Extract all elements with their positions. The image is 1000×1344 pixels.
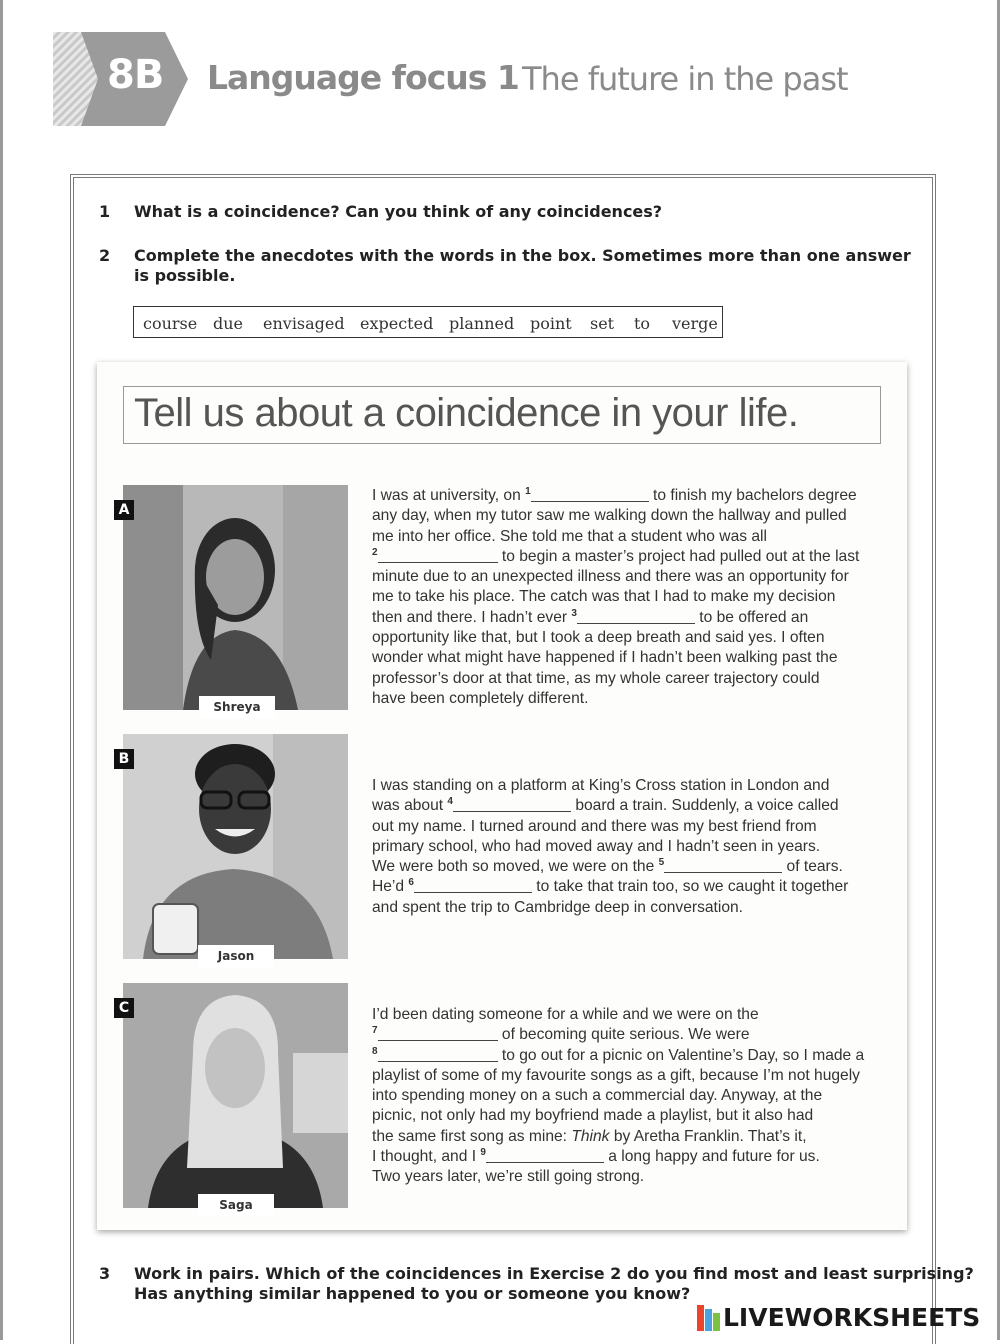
liveworksheets-logo-icon [697, 1305, 721, 1331]
task-number: 3 [99, 1264, 111, 1283]
photo-shreya [123, 485, 348, 710]
task-number: 2 [99, 246, 111, 265]
name-tag-shreya: Shreya [199, 696, 275, 718]
task-instruction-line-1: Complete the anecdotes with the words in the box. Sometimes more than one answer [134, 246, 911, 265]
lesson-title: Language focus 1 [207, 58, 519, 97]
answer-blank-3[interactable] [577, 609, 695, 624]
word-option: course [143, 314, 198, 333]
answer-blank-4[interactable] [453, 797, 571, 812]
task-instruction-line-2: is possible. [134, 266, 236, 285]
word-option: expected [360, 314, 434, 333]
article-headline: Tell us about a coincidence in your life. [134, 391, 799, 435]
lesson-subtitle: The future in the past [522, 60, 848, 98]
name-tag-jason: Jason [198, 945, 274, 967]
answer-blank-2[interactable] [378, 548, 498, 563]
task-2 [99, 246, 911, 286]
word-option: set [590, 314, 615, 333]
word-option: verge [672, 314, 718, 333]
word-box [133, 306, 723, 338]
word-option: envisaged [263, 314, 345, 333]
story-c-text: I’d been dating someone for a while and we were on the $^7$ of becoming quite serious. We were $^8$ to go out for a picnic on Valentine’s Day, so I made a playlist of some of my favourite songs as a gift, because I’m not hugely into spending money on a such a commercial day. Anyway, at the picnic, not only had my boyfriend made a playlist, but it also had the same first song as mine: Think by Aretha Franklin. That’s it, I thought, and I $^9$ a long happy and future for us. Two years later, we’re still going strong. [372, 1006, 865, 1186]
story-letter-b: B [114, 749, 134, 769]
task-1 [99, 202, 859, 222]
headline-box [123, 386, 881, 444]
task-3 [99, 1264, 974, 1304]
story-a-text: I was at university, on $^1$ to finish my bachelors degree any day, when my tutor saw me walking down the hallway and pulled me into her office. She told me that a student who was all $^2$ to begin a master’s project had pulled out at the last minute due to an unexpected illness and there was an opportunity for me to take his place. The catch was that I had to make my decision then and there. I hadn’t ever $^3$ to be offered an opportunity like that, but I took a deep breath and said yes. I often wonder what might have happened if I hadn’t been walking past the professor’s door at that time, as my whole career trajectory could have been completely different. [372, 486, 860, 707]
unit-number: 8B [107, 52, 164, 98]
answer-blank-6[interactable] [414, 878, 532, 893]
article-panel [97, 362, 907, 1230]
story-letter-a: A [114, 500, 134, 520]
photo-saga [123, 983, 348, 1208]
task-instruction-line-2: Has anything similar happened to you or someone you know? [134, 1284, 691, 1303]
answer-blank-7[interactable] [378, 1026, 498, 1041]
answer-blank-1[interactable] [531, 487, 649, 502]
page-edge-left [0, 0, 3, 1340]
story-letter-c: C [114, 998, 134, 1018]
story-b-text: I was standing on a platform at King’s Cross station in London and was about $^4$ board a train. Suddenly, a voice called out my name. I turned around and there was my best friend from primary school, who had moved away and I hadn’t seen in years. We were both so moved, we were on the $^5$ of tears. He’d $^6$ to take that train too, so we caught it together and spent the trip to Cambridge deep in conversation. [372, 777, 849, 916]
photo-jason [123, 734, 348, 959]
answer-blank-8[interactable] [378, 1047, 498, 1062]
word-option: point [530, 314, 572, 333]
task-instruction-line-1: Work in pairs. Which of the coincidences in Exercise 2 do you find most and least surprising? [134, 1264, 974, 1283]
word-option: to [634, 314, 651, 333]
word-option: planned [449, 314, 515, 333]
answer-blank-9[interactable] [486, 1148, 604, 1163]
watermark: LIVEWORKSHEETS [723, 1303, 981, 1332]
name-tag-saga: Saga [198, 1194, 274, 1216]
task-number: 1 [99, 202, 111, 221]
task-instruction: What is a coincidence? Can you think of any coincidences? [134, 202, 663, 221]
word-option: due [213, 314, 244, 333]
answer-blank-5[interactable] [664, 858, 782, 873]
